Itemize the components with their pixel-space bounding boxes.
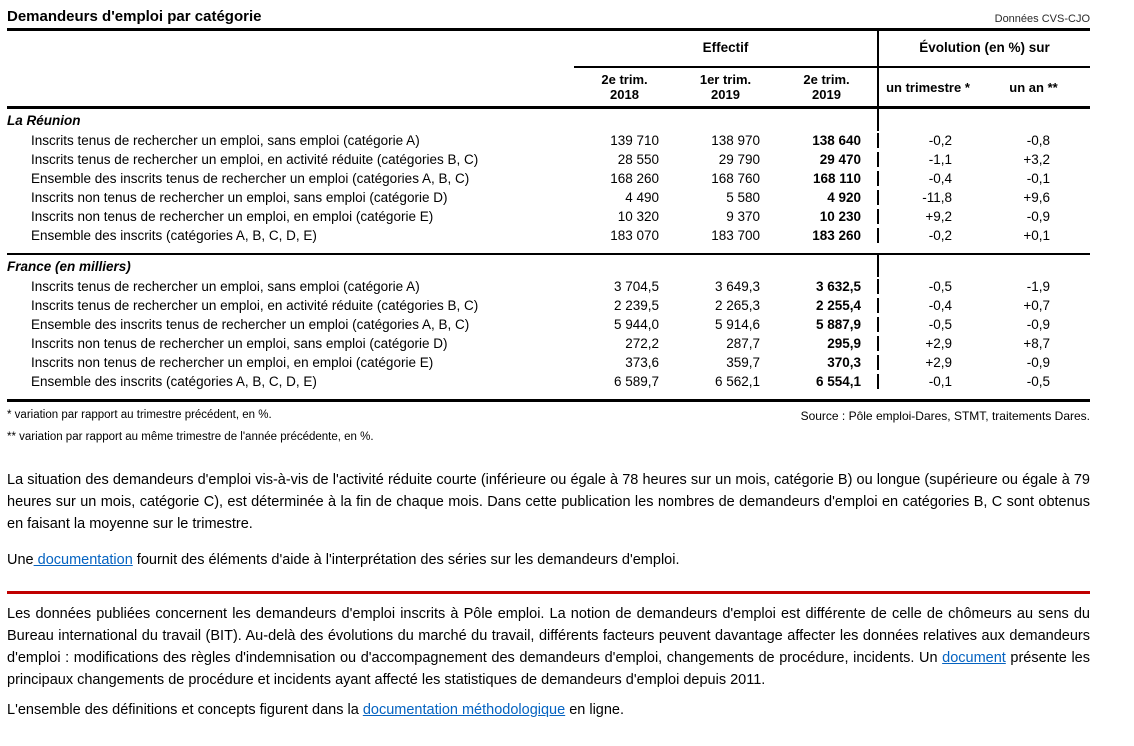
cell-value: 10 320: [617, 209, 659, 224]
cell-evolution-trimestre: -1,1: [928, 152, 952, 167]
cell-evolution-trimestre: +2,9: [925, 336, 952, 351]
cell-evolution-an: -0,9: [1026, 355, 1050, 370]
paragraph-definitions: L'ensemble des définitions et concepts figurent dans la documentation méthodologique en ligne.: [7, 702, 625, 718]
cell-evolution-trimestre: -0,4: [928, 171, 952, 186]
table-row: [7, 296, 1090, 315]
cell-value: 9 370: [726, 209, 760, 224]
column-header-trimestre: un trimestre *: [886, 79, 970, 95]
table-row: [7, 207, 1090, 226]
section-france: [7, 255, 1090, 399]
cell-evolution-trimestre: -0,5: [928, 317, 952, 332]
cell-value: 3 704,5: [613, 279, 659, 294]
cell-evolution-an: +0,1: [1023, 228, 1050, 243]
cell-evolution-an: +8,7: [1023, 336, 1050, 351]
footnote-star2: ** variation par rapport au même trimestre de l'année précédente, en %.: [7, 431, 374, 443]
cell-value-latest: 168 110: [812, 171, 861, 186]
evolution-group-header: Évolution (en %) sur: [877, 31, 1090, 68]
cell-value: 5 914,6: [714, 317, 760, 332]
table-group-header-row: [7, 31, 1090, 68]
table-row: [7, 353, 1090, 372]
cell-value: 139 710: [610, 133, 659, 148]
effectif-group-header: Effectif: [574, 31, 877, 68]
cell-value: 287,7: [726, 336, 760, 351]
row-label: Inscrits non tenus de rechercher un emploi, en emploi (catégorie E): [31, 355, 434, 370]
cell-evolution-an: +3,2: [1023, 152, 1050, 167]
footnote-row: [7, 409, 1090, 423]
paragraph-documentation: Une documentation fournit des éléments d'aide à l'interprétation des séries sur les demandeurs d'emploi.: [7, 552, 680, 568]
cell-evolution-an: -1,9: [1026, 279, 1050, 294]
cell-value-latest: 5 887,9: [815, 317, 861, 332]
document-header: [7, 8, 1090, 28]
empty-header-cell: [7, 31, 574, 68]
column-header-an: un an **: [1009, 79, 1058, 95]
cell-evolution-an: -0,1: [1026, 171, 1050, 186]
section-header-row: [7, 109, 1090, 131]
cell-evolution-trimestre: +9,2: [925, 209, 952, 224]
row-label: Inscrits tenus de rechercher un emploi, sans emploi (catégorie A): [31, 133, 420, 148]
section-name: La Réunion: [7, 113, 81, 128]
table-row: [7, 188, 1090, 207]
cell-value: 272,2: [625, 336, 659, 351]
paragraph-activite-reduite: La situation des demandeurs d'emploi vis-à-vis de l'activité réduite courte (inférieure ou égale à 78 heures sur un mois, catégorie B) ou longue (supérieure ou égale à 79 heures sur un mois, catégorie C), est déterminée à la fin de chaque mois. Dans cette publication les nombres de demandeurs d'emploi en catégories B, C sont obtenus en faisant la moyenne sur le trimestre.: [7, 472, 1090, 532]
document-page: [7, 0, 1090, 721]
cell-value: 138 970: [711, 133, 760, 148]
table-row: [7, 334, 1090, 353]
cell-value-latest: 6 554,1: [815, 374, 861, 389]
cell-value-latest: 4 920: [827, 190, 861, 205]
column-header-2e-trim-2018: 2e trim. 2018: [601, 72, 648, 102]
documentation-link[interactable]: documentation: [33, 552, 133, 568]
row-label: Inscrits non tenus de rechercher un emploi, en emploi (catégorie E): [31, 209, 434, 224]
cell-evolution-an: +9,6: [1023, 190, 1050, 205]
cell-value: 2 265,3: [714, 298, 760, 313]
cell-value: 183 070: [610, 228, 659, 243]
cell-evolution-an: -0,5: [1026, 374, 1050, 389]
red-separator-rule: [7, 591, 1090, 594]
cell-value-latest: 29 470: [819, 152, 861, 167]
data-note: Données CVS-CJO: [994, 13, 1090, 25]
table-row: [7, 277, 1090, 296]
empty-header-cell: [7, 68, 574, 106]
cell-value: 28 550: [617, 152, 659, 167]
column-header-2e-trim-2019: 2e trim. 2019: [803, 72, 850, 102]
cell-evolution-trimestre: -0,5: [928, 279, 952, 294]
cell-value: 29 790: [718, 152, 760, 167]
row-label: Inscrits tenus de rechercher un emploi, en activité réduite (catégories B, C): [31, 152, 479, 167]
cell-value: 3 649,3: [714, 279, 760, 294]
cell-evolution-trimestre: +2,9: [925, 355, 952, 370]
row-label: Ensemble des inscrits (catégories A, B, C, D, E): [31, 374, 317, 389]
cell-value: 168 260: [610, 171, 659, 186]
cell-evolution-trimestre: -0,2: [928, 228, 952, 243]
table-row: [7, 131, 1090, 150]
row-label: Inscrits non tenus de rechercher un emploi, sans emploi (catégorie D): [31, 336, 448, 351]
cell-evolution-trimestre: -11,8: [922, 190, 952, 205]
table-bottom-rule: [7, 399, 1090, 402]
table-row: [7, 372, 1090, 391]
row-label: Inscrits tenus de rechercher un emploi, en activité réduite (catégories B, C): [31, 298, 479, 313]
row-label: Inscrits tenus de rechercher un emploi, sans emploi (catégorie A): [31, 279, 420, 294]
cell-value-latest: 138 640: [812, 133, 861, 148]
cell-evolution-trimestre: -0,1: [928, 374, 952, 389]
cell-value-latest: 370,3: [827, 355, 861, 370]
cell-evolution-an: -0,9: [1026, 209, 1050, 224]
row-label: Ensemble des inscrits tenus de rechercher un emploi (catégories A, B, C): [31, 171, 470, 186]
cell-value: 6 562,1: [714, 374, 760, 389]
table-row: [7, 150, 1090, 169]
paragraph-donnees-publiees: Les données publiées concernent les demandeurs d'emploi inscrits à Pôle emploi. La notion de demandeurs d'emploi est différente de celle de chômeurs au sens du Bureau international du travail (BIT). Au-delà des évolutions du marché du travail, différents facteurs peuvent davantage affecter les données relatives aux demandeurs d'emploi : modifications des règles d'indemnisation ou d'accompagnement des demandeurs d'emploi, changements de procédure, incidents. Un document présente les principaux changements de procédure et incidents ayant affecté les statistiques de demandeurs d'emploi depuis 2011.: [7, 606, 1090, 688]
cell-value-latest: 2 255,4: [815, 298, 861, 313]
cell-value: 6 589,7: [613, 374, 659, 389]
cell-value-latest: 295,9: [827, 336, 861, 351]
row-label: Ensemble des inscrits tenus de rechercher un emploi (catégories A, B, C): [31, 317, 470, 332]
row-label: Ensemble des inscrits (catégories A, B, C, D, E): [31, 228, 317, 243]
cell-value-latest: 10 230: [819, 209, 861, 224]
cell-evolution-trimestre: -0,4: [928, 298, 952, 313]
cell-value: 2 239,5: [613, 298, 659, 313]
section-name: France (en milliers): [7, 259, 131, 274]
section-la-reunion: [7, 109, 1090, 253]
cell-value-latest: 3 632,5: [815, 279, 861, 294]
footnote-star1: * variation par rapport au trimestre précédent, en %.: [7, 409, 272, 421]
page-title: Demandeurs d'emploi par catégorie: [7, 8, 262, 25]
section-header-row: [7, 255, 1090, 277]
cell-value: 183 700: [711, 228, 760, 243]
row-label: Inscrits non tenus de rechercher un emploi, sans emploi (catégorie D): [31, 190, 448, 205]
cell-value: 373,6: [625, 355, 659, 370]
cell-value: 5 944,0: [613, 317, 659, 332]
cell-evolution-an: -0,8: [1026, 133, 1050, 148]
documentation-methodologique-link[interactable]: documentation méthodologique: [362, 702, 566, 718]
table-row: [7, 169, 1090, 188]
table-row: [7, 315, 1090, 334]
table-row: [7, 226, 1090, 245]
cell-value: 168 760: [711, 171, 760, 186]
cell-value: 359,7: [726, 355, 760, 370]
cell-value: 5 580: [726, 190, 760, 205]
document-link[interactable]: document: [942, 650, 1006, 666]
source-note: Source : Pôle emploi-Dares, STMT, traitements Dares.: [800, 409, 1090, 423]
cell-value-latest: 183 260: [812, 228, 861, 243]
cell-evolution-an: +0,7: [1023, 298, 1050, 313]
cell-value: 4 490: [625, 190, 659, 205]
cell-evolution-an: -0,9: [1026, 317, 1050, 332]
table-column-header-row: [7, 68, 1090, 106]
column-header-1er-trim-2019: 1er trim. 2019: [699, 72, 752, 102]
cell-evolution-trimestre: -0,2: [928, 133, 952, 148]
